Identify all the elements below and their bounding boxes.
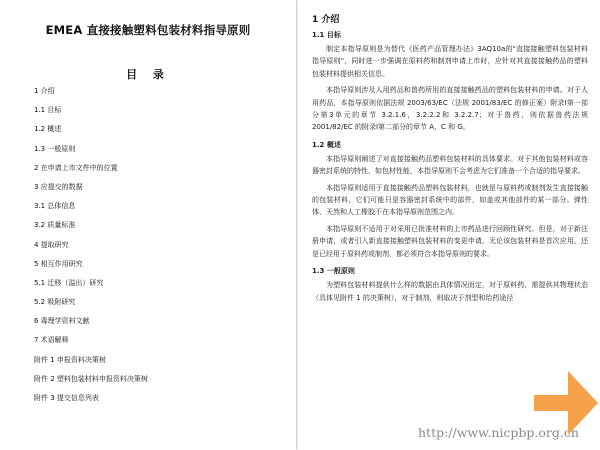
- subsection-title: 1.3 一般原则: [312, 267, 355, 276]
- toc-heading: 目 录: [126, 68, 170, 81]
- toc-item[interactable]: 1 介绍: [34, 87, 55, 95]
- section-title: 1 介绍: [312, 15, 340, 25]
- paragraph: 本指导原则涉及人用药品和兽药所用的直接接触药品的塑料包装材料的申请。对于人用药品，本指导原则依据法规 2003/63/EC（法规 2001/83/EC 的修正案）附录Ⅰ第一部分第3单元的章节 3.2.1.6，3.2.2.2和 3.2.2.7；对于兽药，则依据兽药法规 2001/82/EC 的附录Ⅰ第二部分的章节 A，C 和 G。: [312, 86, 588, 132]
- toc-item[interactable]: 3.1 总体信息: [34, 202, 76, 211]
- url-watermark: http://www.nicpbp.org.cn: [418, 425, 579, 440]
- toc-item[interactable]: 1.2 概述: [34, 125, 62, 134]
- toc-page: [0, 0, 296, 450]
- paragraph: 为塑料包装材料提供什么样的数据由具体情况而定，对于原料药，需提供其物理状态（具体见附件 1 的决策树），对于制剂，则取决于剂型和给药途径: [312, 281, 588, 302]
- paragraph: 制定本指导原则是为替代《医药产品管理办法》3AQ10a的"直接接触塑料包装材料指导原则"，同时进一步强调在原料药和制剂申请上市时，应针对其直接接触药品的塑料包装材料提供相关信息。: [312, 45, 588, 78]
- paragraph: 本指导原则阐述了对直接接触药品塑料包装材料的具体要求。对于其他包装材料或容器密封系统的特性，如包材性能，本指导原则不会考虑为它们准备一个合适的指导要求。: [312, 154, 588, 176]
- toc-item[interactable]: 2 在申请上市文件中的位置: [34, 163, 118, 172]
- toc-item[interactable]: 5.2 吸附研究: [34, 298, 76, 307]
- toc-item[interactable]: 5.1 迁移（溢出）研究: [34, 278, 104, 287]
- document-title: EMEA 直接接触塑料包装材料指导原则: [45, 23, 251, 37]
- toc-item[interactable]: 附件 1 申报资料决策树: [34, 355, 106, 364]
- subsection-title: 1.2 概述: [312, 140, 341, 149]
- table-of-contents: [34, 82, 148, 408]
- toc-item[interactable]: 1.1 目标: [34, 106, 62, 115]
- toc-item[interactable]: 7 术语解释: [34, 336, 69, 345]
- paragraph: 本指导原则不适用于对采用已批准材料的上市药品进行回顾性研究。但是，对于新注册申请，或者引入新直接接触塑料包装材料的变更申请，无论该包装材料是首次应用，还是已经用于原料药或制剂，都必须符合本指导原则的要求。: [312, 224, 588, 258]
- toc-item[interactable]: 1.3 一般原则: [34, 144, 76, 153]
- toc-item[interactable]: 4 提取研究: [34, 240, 69, 249]
- toc-item[interactable]: 附件 3 提交信息列表: [34, 394, 99, 402]
- toc-item[interactable]: 3.2 质量标准: [34, 221, 76, 230]
- toc-item[interactable]: 5 相互作用研究: [34, 259, 83, 268]
- toc-item[interactable]: 附件 2 塑料包装材料申报资料决策树: [34, 374, 148, 383]
- toc-item[interactable]: 6 毒理学资料文献: [34, 317, 90, 326]
- next-page-arrow-icon[interactable]: [526, 363, 600, 437]
- page-content: [312, 12, 588, 308]
- subsection-title: 1.1 目标: [312, 31, 341, 39]
- paragraph: 本指导原则适用于直接接触药品塑料包装材料，也就是与原料药或制剂发生直接接触的包装材料，它们可能只是容器密封系统中的部件，如盖或其他部件的某一部分。弹性体、天然和人工橡胶不在本指导原则范围之内。: [312, 183, 588, 217]
- toc-item[interactable]: 3 应提交的数据: [34, 182, 83, 191]
